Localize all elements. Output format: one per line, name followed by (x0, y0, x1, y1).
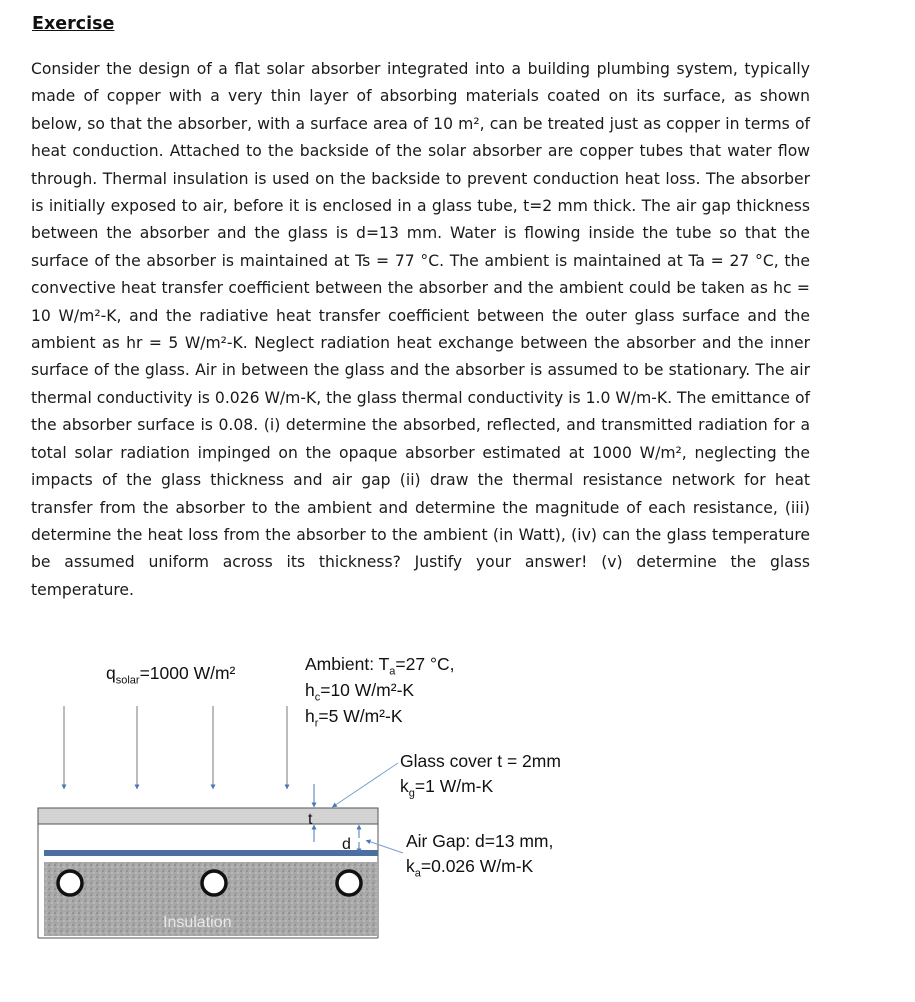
water-tube (202, 871, 226, 895)
water-tube (58, 871, 82, 895)
d-dimension-label: d (342, 836, 351, 853)
air-gap-dimension (342, 827, 359, 853)
radiative-coefficient-label: $h_r=5$ W/m²-K (305, 706, 403, 730)
glass-conductivity-label: $k_g=1$ W/m-K (400, 776, 494, 800)
air-gap-label: Air Gap: d=13 mm, (406, 831, 554, 851)
t-dimension-label: t (308, 811, 313, 828)
glass-leader-line (334, 763, 398, 806)
air-conductivity-label: $k_a=0.026$ W/m-K (406, 856, 534, 880)
exercise-heading: Exercise (32, 14, 115, 34)
convective-coefficient-label: $h_c=10$ W/m²-K (305, 680, 415, 704)
problem-statement: Consider the design of a flat solar absorber integrated into a building plumbing system, typically made of copper with a very thin layer of absorbing materials coated on its surface, as shown below, so that the absorber, with a surface area of 10 m², can be treated just as copper in terms of heat conduction. Attached to the backside of the solar absorber are copper tubes that water flow through. Thermal insulation is used on the backside to prevent conduction heat loss. The absorber is initially exposed to air, before it is enclosed in a glass tube, t=2 mm thick. The air gap thickness between the absorber and the glass is d=13 mm. Water is flowing inside the tube so that the surface of the absorber is maintained at Ts = 77 °C. The ambient is maintained at Ta = 27 °C, the convective heat transfer coefficient between the absorber and the ambient could be taken as hc = 10 W/m²-K, and the radiative heat transfer coefficient between the outer glass surface and the ambient as hr = 5 W/m²-K. Neglect radiation heat exchange between the absorber and the inner surface of the glass. Air in between the glass and the absorber is assumed to be stationary. The air thermal conductivity is 0.026 W/m-K, the glass thermal conductivity is 1.0 W/m-K. The emittance of the absorber surface is 0.08. (i) determine the absorbed, reflected, and transmitted radiation for a total solar radiation impinged on the opaque absorber estimated at 1000 W/m², neglecting the impacts of the glass thickness and air gap (ii) draw the thermal resistance network for heat transfer from the absorber to the ambient and determine the magnitude of each resistance, (iii) determine the heat loss from the absorber to the ambient (in Watt), (iv) can the glass temperature be assumed uniform across its thickness? Justify your answer! (v) determine the glass temperature. (31, 60, 810, 599)
solar-absorber-diagram (0, 640, 915, 980)
solar-flux-label: $q_{solar}=1000$ W/m² (106, 663, 236, 687)
ambient-temperature-label: Ambient: $T_a=27$ °C, (305, 654, 455, 678)
absorber-plate (44, 850, 378, 856)
insulation-label: Insulation (163, 914, 232, 931)
solar-radiation-arrows (64, 706, 287, 787)
glass-cover (38, 808, 378, 824)
glass-cover-label: Glass cover t = 2mm (400, 751, 561, 771)
water-tube (337, 871, 361, 895)
